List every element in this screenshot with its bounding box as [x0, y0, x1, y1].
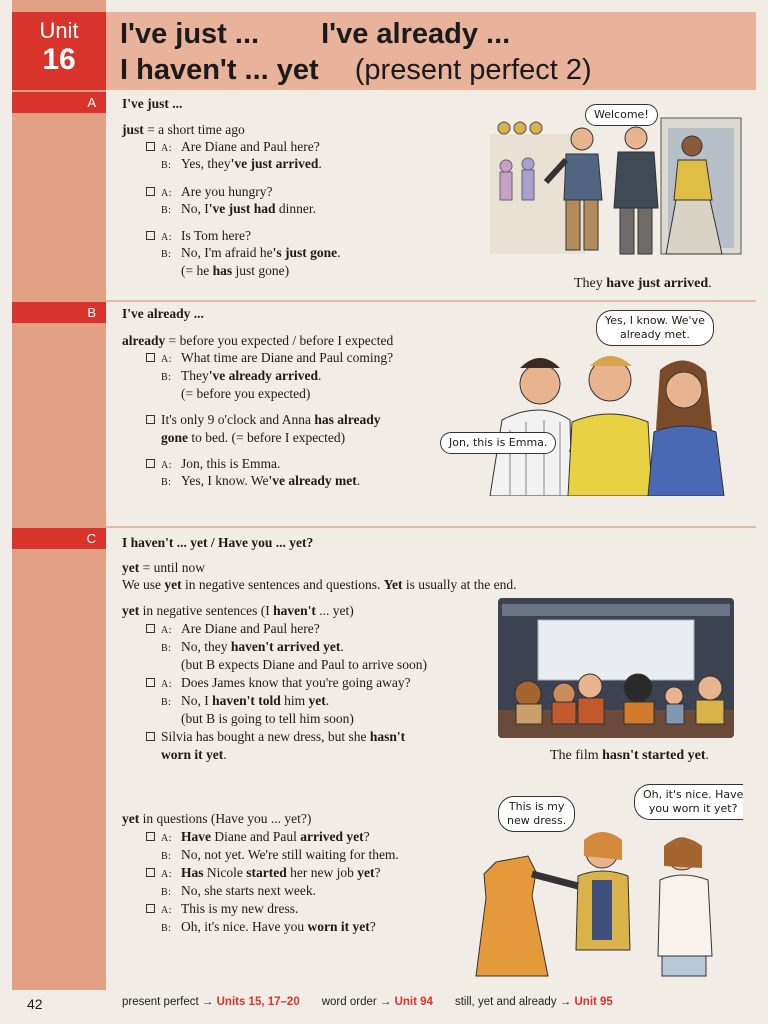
example-a3-reply: B: No, I'm afraid he's just gone.: [161, 245, 341, 260]
ref-unit-94[interactable]: Unit 94: [394, 996, 433, 1008]
section-b-heading: I've already ...: [122, 306, 204, 321]
title-yet: I haven't ... yet: [120, 54, 319, 86]
section-tab-b: B: [12, 302, 106, 323]
example-a2-reply: B: No, I've just had dinner.: [161, 201, 317, 216]
definition-yet: yet = until now: [122, 560, 205, 575]
example-b3: A: Jon, this is Emma.: [146, 455, 280, 474]
section-a-heading: I've just ...: [122, 96, 183, 111]
unit-badge: [12, 12, 106, 90]
page-title: [106, 12, 756, 90]
example-b3-reply: B: Yes, I know. We've already met.: [161, 473, 361, 488]
example-c-neg3-cont: worn it yet.: [161, 747, 227, 762]
left-margin-column: [12, 0, 106, 1024]
section-divider: [106, 526, 756, 528]
speech-bubble-worn-it-yet: Oh, it's nice. Have you worn it yet?: [634, 784, 743, 820]
section-divider: [106, 300, 756, 302]
example-b1-reply: B: They've already arrived.: [161, 368, 322, 383]
example-a3: A: Is Tom here?: [146, 227, 251, 246]
example-c-neg2: A: Does James know that you're going away?: [146, 674, 411, 693]
example-b1-note: (= before you expected): [181, 386, 311, 401]
new-dress-illustration: [472, 826, 742, 982]
example-c-q1: A: Have Diane and Paul arrived yet?: [146, 828, 370, 847]
example-c-neg1: A: Are Diane and Paul here?: [146, 620, 320, 639]
speech-bubble-jon-emma: Jon, this is Emma.: [440, 432, 556, 454]
title-already: I've already ...: [321, 18, 511, 50]
title-just: I've just ...: [120, 18, 260, 50]
example-b2: It's only 9 o'clock and Anna has already: [146, 411, 380, 428]
page-number: 42: [27, 996, 43, 1012]
example-c-q3: A: This is my new dress.: [146, 900, 298, 919]
example-a2: A: Are you hungry?: [146, 183, 272, 202]
cross-reference-footer: present perfect → Units 15, 17–20 word order → Unit 94 still, yet and already → Unit 95: [122, 996, 613, 1008]
title-present-perfect: (present perfect 2): [354, 54, 592, 86]
question-heading: yet in questions (Have you ... yet?): [122, 811, 312, 826]
ref-units-15-17-20[interactable]: Units 15, 17–20: [216, 996, 300, 1008]
caption-arrival: They have just arrived.: [574, 276, 712, 291]
arrival-illustration: [486, 104, 754, 274]
unit-number: 16: [42, 43, 76, 76]
example-a3-note: (= he has just gone): [181, 263, 290, 278]
example-c-neg3: Silvia has bought a new dress, but she hasn't: [146, 728, 405, 745]
unit-word: Unit: [39, 18, 79, 43]
example-c-neg1-reply: B: No, they haven't arrived yet.: [161, 639, 344, 654]
example-c-neg1-note: (but B expects Diane and Paul to arrive soon): [181, 657, 427, 672]
negative-heading: yet in negative sentences (I haven't ... yet): [122, 603, 354, 618]
section-c-heading: I haven't ... yet / Have you ... yet?: [122, 535, 314, 550]
section-tab-a: A: [12, 92, 106, 113]
speech-bubble-new-dress: This is my new dress.: [498, 796, 575, 832]
ref-unit-95[interactable]: Unit 95: [574, 996, 613, 1008]
example-c-q1-reply: B: No, not yet. We're still waiting for them.: [161, 847, 399, 862]
section-tab-c: C: [12, 528, 106, 549]
example-c-neg2-reply: B: No, I haven't told him yet.: [161, 693, 330, 708]
usage-note-yet: We use yet in negative sentences and questions. Yet is usually at the end.: [122, 577, 517, 592]
example-b1: A: What time are Diane and Paul coming?: [146, 349, 393, 368]
example-a1: A: Are Diane and Paul here?: [146, 138, 320, 157]
definition-just: just = a short time ago: [122, 122, 245, 137]
speech-bubble-welcome: Welcome!: [585, 104, 658, 126]
example-a1-reply: B: Yes, they've just arrived.: [161, 156, 322, 171]
example-b2-cont: gone to bed. (= before I expected): [161, 430, 346, 445]
caption-cinema: The film hasn't started yet.: [550, 748, 710, 763]
example-c-q3-reply: B: Oh, it's nice. Have you worn it yet?: [161, 919, 376, 934]
example-c-neg2-note: (but B is going to tell him soon): [181, 711, 354, 726]
example-c-q2: A: Has Nicole started her new job yet?: [146, 864, 381, 883]
example-c-q2-reply: B: No, she starts next week.: [161, 883, 316, 898]
cinema-illustration: [498, 598, 734, 738]
definition-already: already = before you expected / before I expected: [122, 333, 394, 348]
speech-bubble-already-met: Yes, I know. We've already met.: [596, 310, 714, 346]
